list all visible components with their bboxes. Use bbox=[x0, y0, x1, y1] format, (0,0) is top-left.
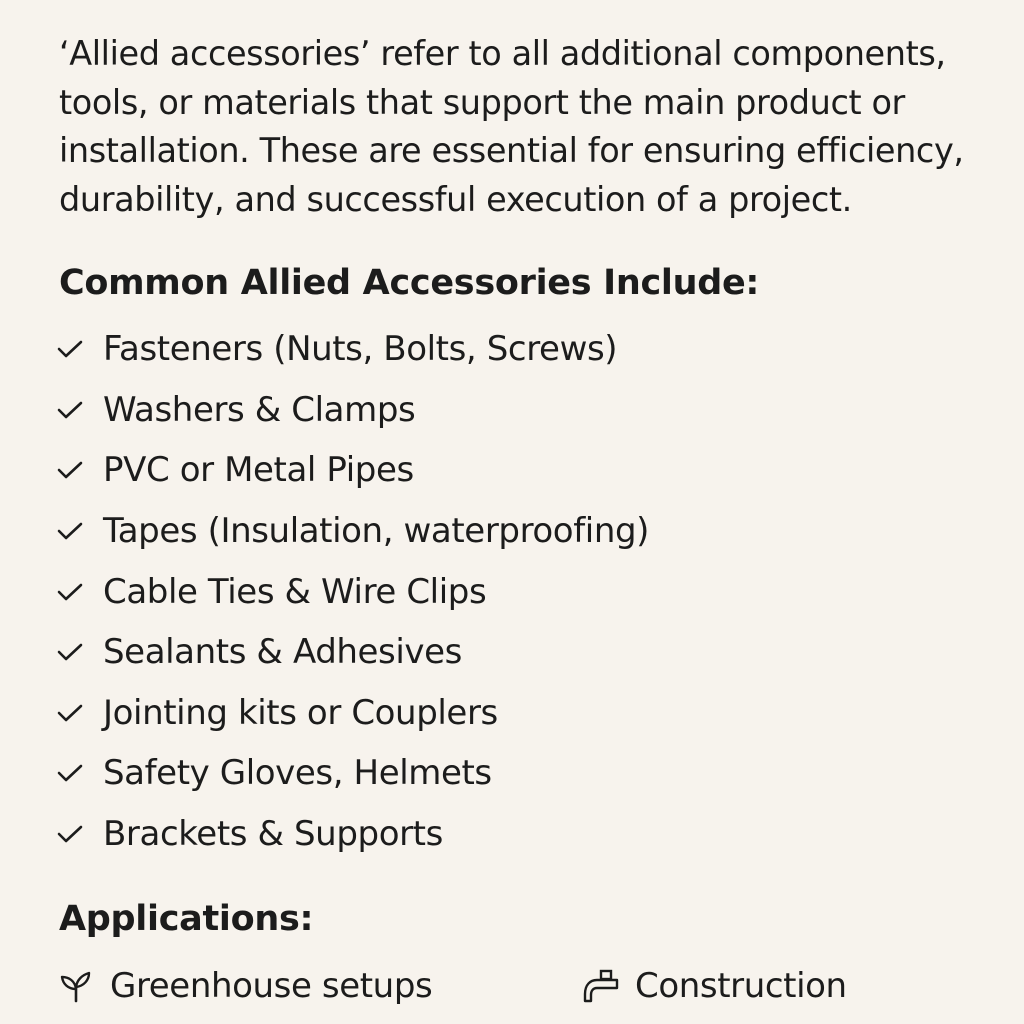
application-greenhouse bbox=[58, 962, 432, 1010]
check-icon bbox=[56, 580, 84, 604]
check-icon bbox=[56, 701, 84, 725]
list-item bbox=[56, 622, 649, 683]
list-item-label: Tapes (Insulation, waterproofing) bbox=[103, 511, 650, 552]
list-item-label: Safety Gloves, Helmets bbox=[103, 753, 492, 794]
list-item-label: Washers & Clamps bbox=[103, 389, 416, 430]
list-item-label: Cable Ties & Wire Clips bbox=[103, 571, 487, 612]
list-item bbox=[56, 743, 649, 804]
list-item-label: Brackets & Supports bbox=[103, 814, 443, 855]
list-item bbox=[56, 683, 649, 744]
applications-heading: Applications: bbox=[59, 899, 314, 939]
list-item-label: Fasteners (Nuts, Bolts, Screws) bbox=[103, 329, 618, 370]
accessories-list bbox=[56, 319, 649, 864]
check-icon bbox=[56, 519, 84, 543]
intro-paragraph: ‘Allied accessories’ refer to all additional components, tools, or materials that support the main product or installation. These are essential for ensuring efficiency, durability, and successful execution of a project. bbox=[59, 34, 964, 219]
list-item bbox=[56, 380, 649, 441]
faucet-icon bbox=[583, 968, 619, 1004]
list-item-label: Sealants & Adhesives bbox=[103, 632, 462, 673]
application-label: Construction bbox=[635, 966, 847, 1006]
check-icon bbox=[56, 337, 84, 361]
check-icon bbox=[56, 398, 84, 422]
list-item bbox=[56, 561, 649, 622]
check-icon bbox=[56, 458, 84, 482]
list-item-label: Jointing kits or Couplers bbox=[103, 692, 498, 733]
list-item bbox=[56, 319, 649, 380]
application-label: Greenhouse setups bbox=[110, 966, 433, 1006]
list-item-label: PVC or Metal Pipes bbox=[103, 450, 414, 491]
application-construction bbox=[583, 962, 847, 1010]
list-item bbox=[56, 804, 649, 865]
accessories-heading: Common Allied Accessories Include: bbox=[59, 263, 760, 303]
list-item bbox=[56, 440, 649, 501]
check-icon bbox=[56, 640, 84, 664]
check-icon bbox=[56, 761, 84, 785]
check-icon bbox=[56, 822, 84, 846]
list-item bbox=[56, 501, 649, 562]
sprout-icon bbox=[58, 968, 94, 1004]
